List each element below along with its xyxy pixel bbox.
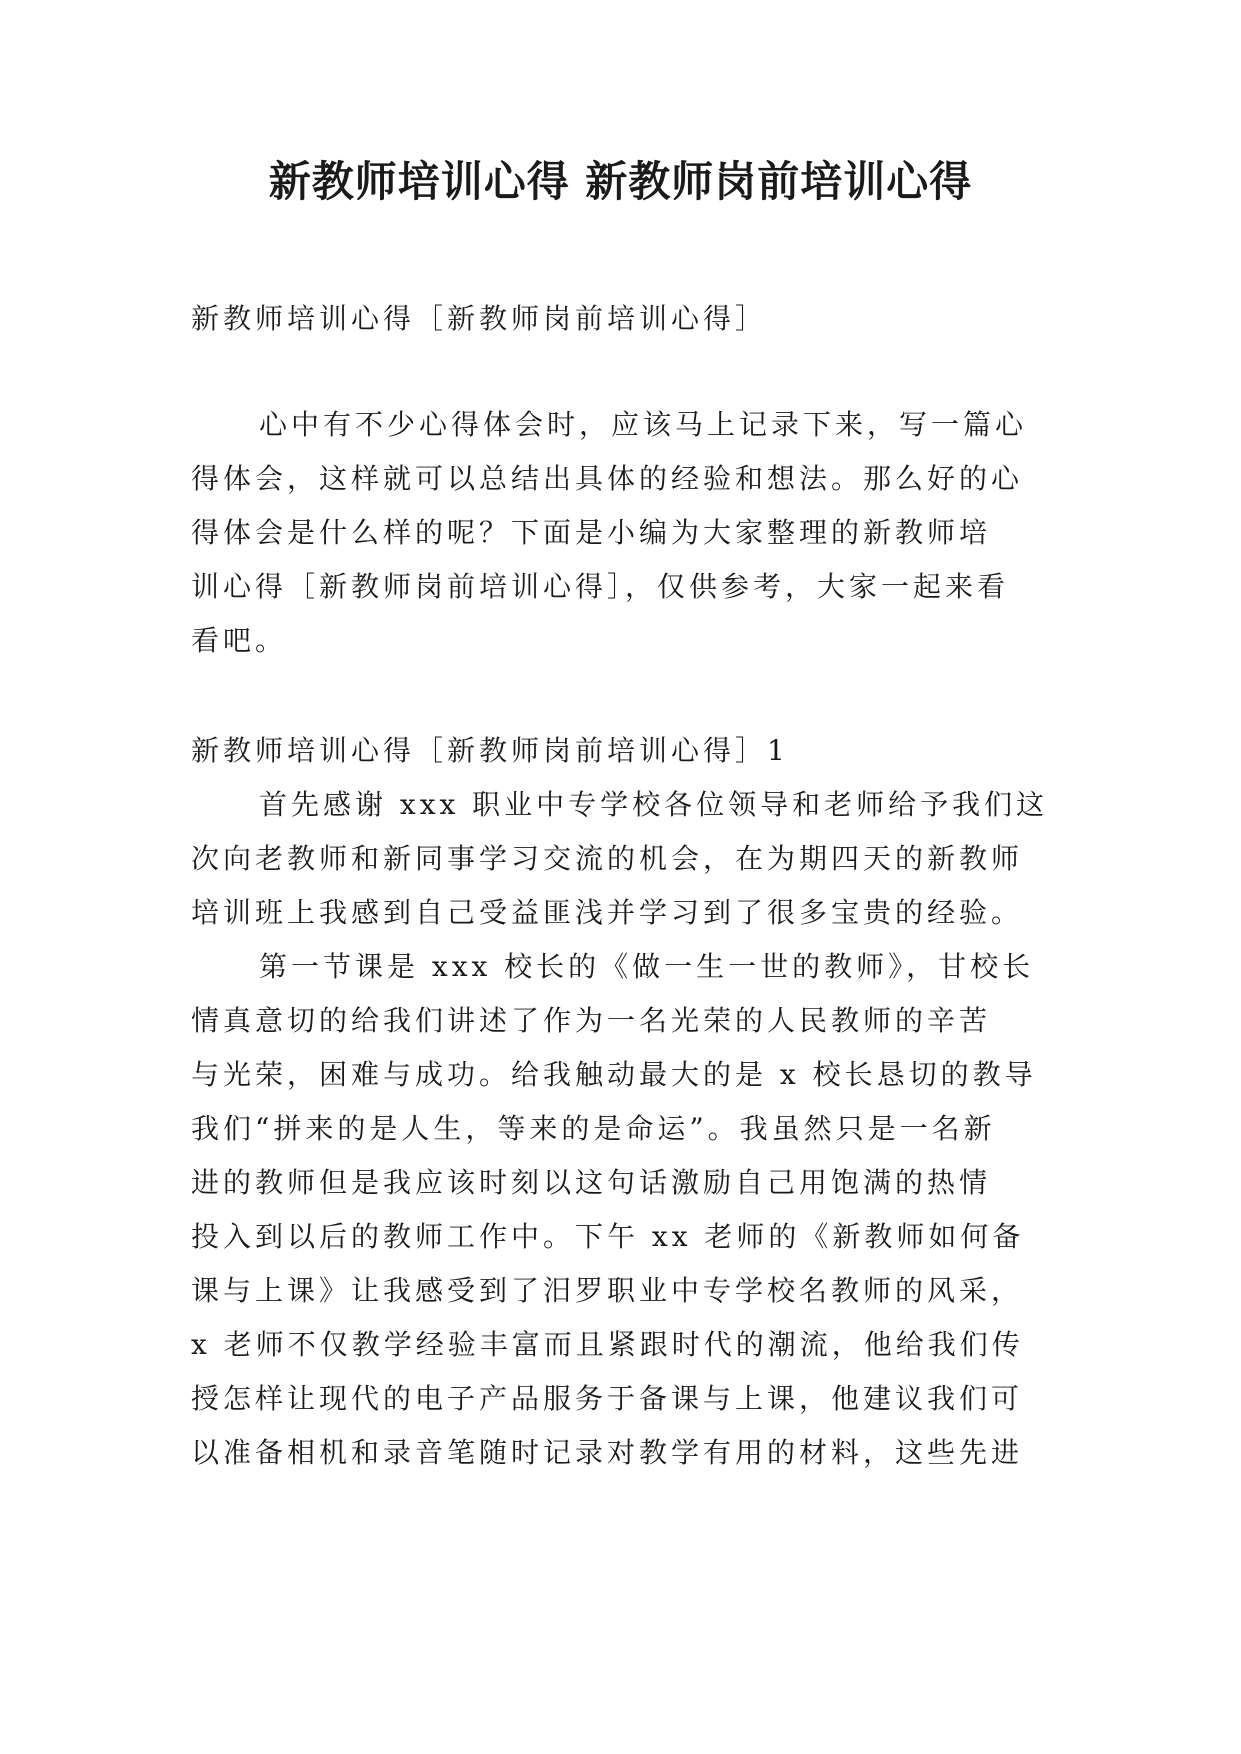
body-line: 投入到以后的教师工作中。下午 xx 老师的《新教师如何备 [191,1220,1025,1253]
body-line: 授怎样让现代的电子产品服务于备课与上课，他建议我们可 [191,1382,1024,1415]
body-line: 以准备相机和录音笔随时记录对教学有用的材料，这些先进 [191,1436,1024,1469]
body-line: 课与上课》让我感受到了汨罗职业中专学校名教师的风采， [191,1274,1024,1307]
intro-line: 得体会是什么样的呢？下面是小编为大家整理的新教师培 [191,516,992,549]
intro-line: 看吧。 [191,624,288,657]
body-line: x 老师不仅教学经验丰富而且紧跟时代的潮流，他给我们传 [191,1328,1024,1361]
body-line: 次向老教师和新同事学习交流的机会，在为期四天的新教师 [191,842,1024,875]
intro-paragraph [191,398,1071,668]
body-line: 情真意切的给我们讲述了作为一名光荣的人民教师的辛苦 [191,1004,992,1037]
section-heading: 新教师培训心得［新教师岗前培训心得］1 [191,734,789,767]
body-line: 与光荣，困难与成功。给我触动最大的是 x 校长恳切的教导 [191,1058,1037,1091]
body-paragraph-1 [191,778,1071,940]
intro-line: 得体会，这样就可以总结出具体的经验和想法。那么好的心 [191,462,1024,495]
intro-line: 心中有不少心得体会时，应该马上记录下来，写一篇心 [259,408,1028,441]
document-body [191,292,1071,1480]
body-line: 首先感谢 xxx 职业中专学校各位领导和老师给予我们这 [259,788,1049,821]
document-title: 新教师培训心得 新教师岗前培训心得 [268,157,973,206]
subtitle: 新教师培训心得［新教师岗前培训心得］ [191,302,768,335]
body-line: 进的教师但是我应该时刻以这句话激励自己用饱满的热情 [191,1166,992,1199]
body-line: 我们“拼来的是人生，等来的是命运”。我虽然只是一名新 [191,1112,996,1145]
spacer [191,668,1071,724]
body-line: 第一节课是 xxx 校长的《做一生一世的教师》，甘校长 [259,950,1035,983]
intro-line: 训心得［新教师岗前培训心得］，仅供参考，大家一起来看 [191,570,1010,603]
body-line: 培训班上我感到自己受益匪浅并学习到了很多宝贵的经验。 [191,896,1024,929]
spacer [191,346,1071,398]
body-paragraph-2 [191,940,1071,1480]
